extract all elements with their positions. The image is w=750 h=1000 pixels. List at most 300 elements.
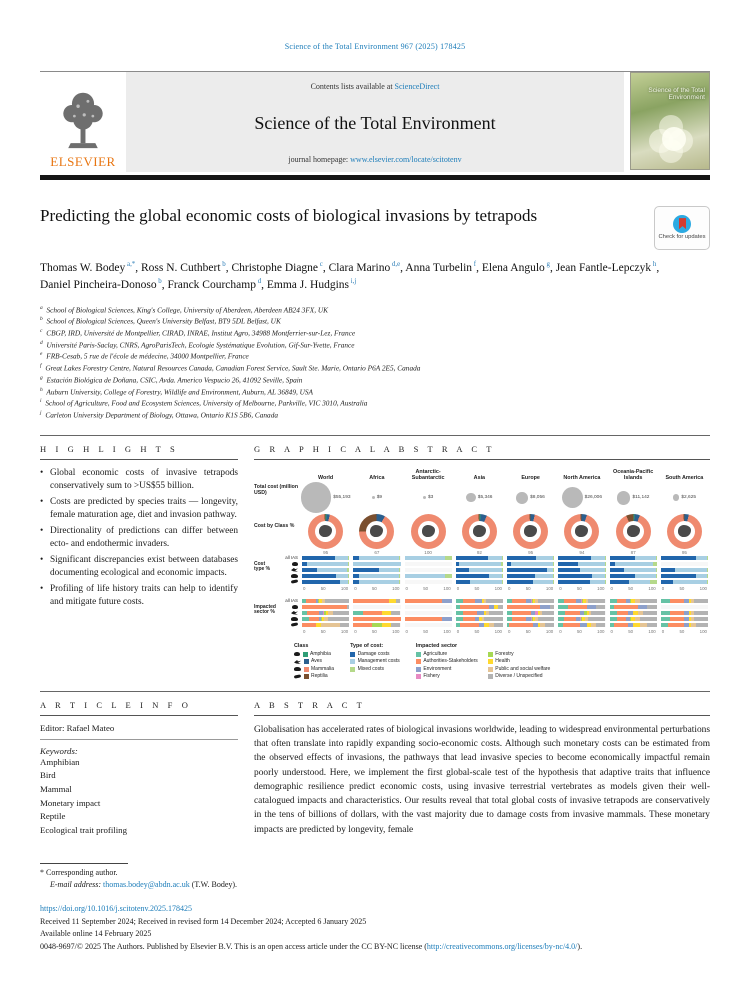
- highlights-list: [40, 467, 238, 609]
- stacked-bar: [302, 617, 349, 621]
- highlights-rule: [40, 459, 238, 460]
- bar-cell-5: [556, 598, 607, 636]
- copyright-line: [40, 941, 710, 953]
- mammal-icon: [291, 617, 298, 621]
- stacked-bar: [610, 605, 657, 609]
- bar-cell-7: [659, 555, 710, 593]
- legend-swatch: [350, 667, 355, 672]
- highlights-ga-columns: [40, 444, 710, 681]
- donut-percent-label: 67: [374, 549, 380, 555]
- article-title: Predicting the global economic costs of biological invasions by tetrapods: [40, 206, 538, 225]
- cost-type-bars: [507, 555, 554, 584]
- affiliation-line: $^c$ CBGP, IRD, Université de Montpellier, CIRAD, INRAE, Institut Agro, 34988 Montferrier-sur-Lez, France: [40, 327, 356, 338]
- contents-prefix: Contents lists available at: [310, 82, 395, 91]
- donut-hole: [571, 521, 592, 542]
- stacked-bar: [507, 617, 554, 621]
- total-cost-bubble-cell: [353, 482, 400, 514]
- cost-by-class-donut: [564, 514, 599, 549]
- axis-tick: 0: [661, 628, 665, 634]
- corresponding-author-note: [40, 867, 710, 891]
- bar-cell-2: [403, 598, 454, 636]
- author-name: Thomas W. Bodey: [40, 262, 126, 274]
- continent-silhouette: [319, 525, 332, 537]
- stacked-bar: [456, 556, 503, 560]
- legend-item: Reptilia: [294, 673, 334, 681]
- donut-hole: [623, 521, 644, 542]
- legend-item: Amphibia: [294, 651, 334, 659]
- affiliation-line: $^e$ FRB-Cesab, 5 rue de l'école de médecine, 34000 Montpellier, France: [40, 351, 249, 361]
- author-superscript: c: [318, 261, 323, 269]
- corresponding-line: * Corresponding author.: [40, 868, 118, 878]
- axis-tick: 0: [559, 628, 562, 634]
- axis-tick: 50: [525, 628, 531, 634]
- highlights-heading: H I G H L I G H T S: [40, 443, 179, 454]
- stacked-bar: [302, 580, 349, 584]
- bar-axis: [456, 586, 503, 593]
- footnote-rule: [40, 863, 128, 864]
- stacked-bar: [405, 580, 452, 584]
- affiliation-superscript: d: [40, 339, 43, 346]
- stacked-bar: [661, 562, 708, 566]
- stacked-bar: [302, 611, 349, 615]
- stacked-bar: [507, 605, 554, 609]
- donut-hole: [366, 521, 387, 542]
- affiliation-superscript: g: [40, 374, 43, 381]
- stacked-bar: [507, 568, 554, 572]
- section-top-rule: [40, 435, 710, 436]
- cost-by-class-donut: [359, 514, 394, 549]
- bookmark-ribbon-icon: [679, 218, 686, 229]
- graphical-abstract-column: [254, 444, 710, 681]
- email-label: E-mail address:: [50, 880, 102, 890]
- axis-tick: 100: [699, 585, 707, 591]
- bar-row-label: [276, 622, 300, 628]
- axis-tick: 50: [423, 585, 429, 591]
- donut-cell-1: [351, 514, 402, 555]
- cost-by-class-donut: [462, 514, 497, 549]
- stacked-bar: [405, 623, 452, 627]
- cost-type-bars: [302, 555, 349, 584]
- stacked-bar: [610, 574, 657, 578]
- figure-row-label: Cost by Class %: [254, 522, 295, 529]
- author-superscript: i,j: [349, 278, 357, 286]
- affiliation-line: $^b$ School of Biological Sciences, Queen's University Belfast, BT9 5DL Belfast, UK: [40, 316, 281, 326]
- highlights-column: [40, 444, 238, 681]
- journal-cover-thumbnail: [630, 72, 710, 170]
- total-cost-value: $5,346: [477, 495, 493, 501]
- stacked-bar: [353, 623, 400, 627]
- author-list: Thomas W. Bodey $^{a,*}$, Ross N. Cuthbert $^b$, Christophe Diagne $^c$, Clara Marino $^{d,e}$, Anna Turbelin $^f$, Elena Angulo $^g$, Jean Fantle-Lepczyk $^h$, Daniel Pincheira-Donoso $^b$, Franck Courchamp $^d$, Emma J. Hudgins $^{i,j}$: [40, 261, 660, 292]
- donut-percent-label: 95: [528, 549, 534, 555]
- article-info-heading: A R T I C L E I N F O: [40, 699, 192, 710]
- total-cost-bubble: [372, 496, 375, 499]
- affiliation-superscript: j: [40, 409, 42, 416]
- legend-swatch: [416, 667, 421, 672]
- stacked-bar: [558, 605, 605, 609]
- journal-masthead: [126, 72, 624, 172]
- axis-tick: 100: [545, 628, 554, 634]
- legend-item: Agriculture: [416, 651, 478, 659]
- keywords-divider: [40, 739, 238, 740]
- bar-axis: [507, 629, 554, 636]
- total-cost-bubble: [562, 487, 583, 508]
- region-header: Africa: [369, 474, 385, 481]
- axis-tick: 100: [392, 628, 400, 634]
- region-column-1: [351, 467, 402, 514]
- stacked-bar: [661, 605, 708, 609]
- journal-homepage-link[interactable]: www.elsevier.com/locate/scitotenv: [350, 155, 462, 164]
- bar-axis: [610, 586, 657, 593]
- region-column-7: [659, 467, 710, 514]
- keyword-item: Amphibian: [40, 756, 80, 767]
- bar-cell-2: [403, 555, 454, 593]
- reptile-icon: [291, 579, 298, 583]
- axis-tick: 0: [303, 628, 306, 634]
- stacked-bar: [302, 562, 349, 566]
- donut-percent-label: 95: [323, 549, 329, 555]
- figure-row-label: Impacted sector %: [254, 603, 276, 616]
- legend-swatch: [350, 652, 355, 657]
- donut-cell-3: [454, 514, 505, 555]
- axis-tick: 0: [661, 585, 665, 591]
- author-superscript: a,*: [125, 261, 136, 269]
- stacked-bar: [558, 556, 605, 560]
- stacked-bar: [353, 599, 400, 603]
- stacked-bar: [353, 617, 400, 621]
- bar-axis: [302, 586, 349, 593]
- region-header: Asia: [473, 474, 486, 481]
- highlight-item: • Global economic costs of invasive tetrapods conservatively sum to >US$55 billion.: [40, 467, 238, 493]
- publication-footer: [40, 903, 710, 953]
- keywords-title: Keywords:: [40, 745, 78, 756]
- stacked-bar: [302, 556, 349, 560]
- donut-hole: [520, 521, 541, 542]
- stacked-bar: [405, 599, 452, 603]
- bar-axis: [405, 586, 452, 593]
- region-header: Europe: [521, 474, 540, 481]
- total-cost-value: $8,056: [530, 495, 545, 501]
- article-info-rule: [40, 715, 238, 716]
- abstract-text: Globalisation has accelerated rates of biological invasions worldwide, leading to widespread environmental perturbations that often translate into rapidly expanding socio-economic costs. Although such monetary costs can be estimated from the observed effects of invasions, the pathways that lead invasive species to become economically impactful remain poorly understood. Here, we implement the first global-scale test of the hypothesis that adaptive traits that influence demographic resilience predict economic costs, using invasive terrestrial vertebrates as models given their well-catalogued impacts and characteristics. Our results reveal that total global costs of invasive tetrapods are conservatively in the tens of billions of dollars, with the vast majority due to damage costs from invasive mammals. These monetary impacts are predicted by longevity, female: [254, 724, 710, 835]
- continent-silhouette: [473, 525, 486, 537]
- author-superscript: d,e: [390, 261, 401, 269]
- bar-axis: [353, 586, 400, 593]
- stacked-bar: [507, 562, 554, 566]
- legend-swatch: [304, 674, 309, 679]
- donut-percent-label: 100: [424, 549, 432, 555]
- author-name: Anna Turbelin: [405, 262, 473, 274]
- stacked-bar: [610, 617, 657, 621]
- donut-hole: [469, 521, 490, 542]
- affiliation-line: $^h$ Auburn University, College of Forestry, Wildlife and Environment, Auburn, AL 36849, USA: [40, 386, 313, 396]
- region-header: North America: [563, 474, 601, 481]
- legend-item: Mammalia: [294, 666, 334, 674]
- stacked-bar: [558, 580, 605, 584]
- affiliation-superscript: e: [40, 351, 43, 358]
- bar-axis: [558, 629, 605, 636]
- stacked-bar: [456, 568, 503, 572]
- stacked-bar: [353, 605, 400, 609]
- cost-type-bars: [558, 555, 605, 584]
- stacked-bar: [302, 623, 349, 627]
- cost-by-class-donut: [411, 514, 446, 549]
- stacked-bar: [507, 580, 554, 584]
- total-cost-bubble-cell: [405, 482, 452, 514]
- bar-axis: [661, 629, 708, 636]
- region-column-2: [403, 467, 454, 514]
- stacked-bar: [353, 562, 400, 566]
- cost-type-bars: [456, 555, 503, 584]
- total-cost-value: $11,142: [632, 495, 650, 501]
- stacked-bar: [507, 623, 554, 627]
- legend-item: Authorities-Stakeholders: [416, 658, 478, 666]
- axis-tick: 0: [354, 585, 357, 591]
- keywords-list: [40, 756, 238, 838]
- legend-item: Forestry: [488, 651, 551, 659]
- axis-tick: 100: [648, 585, 656, 591]
- impacted-sector-bars: [353, 598, 400, 627]
- total-cost-bubble-cell: [610, 482, 657, 514]
- impacted-sector-bars: [661, 598, 708, 627]
- author-name: Franck Courchamp: [167, 279, 256, 292]
- email-line: [40, 879, 710, 891]
- editor-line: Editor: Rafael Mateo: [40, 722, 115, 733]
- total-cost-value: $3: [427, 495, 434, 501]
- affiliation-line: $^i$ School of Agriculture, Food and Ecosystem Sciences, University of Melbourne, Parkville, VIC 3010, Australia: [40, 398, 368, 408]
- axis-tick: 0: [405, 628, 408, 634]
- legend-item: Damage costs: [350, 651, 400, 659]
- class-legend: [294, 643, 334, 681]
- legend-item: Environment: [416, 666, 478, 674]
- license-link[interactable]: http://creativecommons.org/licenses/by-nc/4.0/: [426, 941, 578, 951]
- stacked-bar: [405, 574, 452, 578]
- axis-tick: 100: [392, 585, 400, 591]
- homepage-line: [134, 155, 616, 164]
- affiliation-line: $^d$ Université Paris-Saclay, CNRS, AgroParisTech, Ecologie Systématique Evolution, Gif-Sur-Yvette, France: [40, 339, 355, 350]
- affiliation-superscript: c: [40, 327, 43, 334]
- total-cost-bubble-cell: [661, 482, 708, 514]
- bar-axis: [661, 586, 708, 593]
- stacked-bar: [405, 617, 452, 621]
- axis-tick: 50: [423, 628, 429, 634]
- stacked-bar: [610, 580, 657, 584]
- email-link[interactable]: thomas.bodey@abdn.ac.uk: [103, 880, 190, 890]
- author-superscript: b: [156, 278, 162, 286]
- axis-tick: 100: [648, 628, 656, 634]
- bird-icon: [291, 568, 298, 572]
- stacked-bar: [456, 562, 503, 566]
- axis-tick: 100: [340, 628, 349, 634]
- legend-item: Diverse / Unspecified: [488, 673, 551, 681]
- legend-swatch: [416, 674, 421, 679]
- total-cost-bubble-cell: [507, 482, 554, 514]
- axis-tick: 0: [508, 628, 511, 634]
- axis-tick: 50: [474, 585, 480, 591]
- check-for-updates-badge[interactable]: [654, 206, 710, 250]
- stacked-bar: [661, 574, 708, 578]
- stacked-bar: [661, 568, 708, 572]
- stacked-bar: [558, 611, 605, 615]
- bar-row-label: all IAS: [285, 555, 298, 561]
- author-superscript: b: [220, 261, 226, 269]
- stacked-bar: [302, 568, 349, 572]
- stacked-bar: [610, 623, 657, 627]
- doi-link[interactable]: https://doi.org/10.1016/j.scitotenv.2025.178425: [40, 904, 192, 914]
- bar-axis: [405, 629, 452, 636]
- author-name: Christophe Diagne: [231, 262, 319, 274]
- axis-tick: 50: [525, 585, 531, 591]
- stacked-bar: [507, 599, 554, 603]
- impacted-sector-bars: [405, 598, 452, 627]
- stacked-bar: [405, 605, 452, 609]
- affiliation-line: $^g$ Estación Biológica de Doñana, CSIC, Avda. Americo Vespucio 26, 41092 Seville, Spain: [40, 374, 303, 385]
- axis-tick: 0: [456, 585, 460, 591]
- stacked-bar: [456, 611, 503, 615]
- bar-row-label: all IAS: [285, 598, 298, 604]
- total-cost-value: $9: [376, 495, 383, 501]
- cost-by-class-gutter: [254, 514, 300, 555]
- axis-tick: 50: [371, 585, 377, 591]
- impacted-sector-bars: [507, 598, 554, 627]
- donut-cell-5: [556, 514, 607, 555]
- homepage-prefix: journal homepage:: [288, 155, 351, 164]
- stacked-bar: [610, 562, 657, 566]
- bar-axis: [456, 629, 503, 636]
- total-cost-bubble-cell: [456, 482, 503, 514]
- legend-swatch: [488, 667, 493, 672]
- bar-axis: [610, 629, 657, 636]
- axis-tick: 50: [576, 628, 582, 634]
- stacked-bar: [507, 611, 554, 615]
- axis-tick: 0: [405, 585, 408, 591]
- journal-title: Science of the Total Environment: [254, 112, 496, 133]
- stacked-bar: [353, 580, 400, 584]
- affiliation-line: $^a$ School of Biological Sciences, King's College, University of Aberdeen, Aberdeen AB24 3FX, UK: [40, 304, 329, 314]
- stacked-bar: [405, 568, 452, 572]
- elsevier-logo: [40, 72, 126, 172]
- received-line: Received 11 September 2024; Received in revised form 14 December 2024; Accepted 6 January 2025: [40, 916, 367, 926]
- legend-item: Mixed costs: [350, 666, 400, 674]
- abstract-column: [254, 700, 710, 838]
- bar-cell-4: [505, 598, 556, 636]
- continent-silhouette: [370, 525, 383, 537]
- cover-flower-art: [649, 115, 695, 161]
- stacked-bar: [302, 599, 349, 603]
- cost-by-class-donut: [616, 514, 651, 549]
- stacked-bar: [302, 574, 349, 578]
- axis-tick: 100: [443, 585, 451, 591]
- figure-legend: [294, 643, 710, 681]
- region-header: South America: [665, 474, 704, 481]
- donut-hole: [315, 521, 336, 542]
- cost-type-bars: [353, 555, 400, 584]
- donut-cell-2: [403, 514, 454, 555]
- keyword-item: Ecological trait profiling: [40, 824, 127, 835]
- stacked-bar: [610, 599, 657, 603]
- region-column-3: [454, 467, 505, 514]
- author-name: Ross N. Cuthbert: [141, 262, 221, 274]
- stacked-bar: [661, 599, 708, 603]
- info-abstract-columns: [40, 700, 710, 838]
- stacked-bar: [661, 611, 708, 615]
- graphical-abstract-figure: [254, 467, 710, 681]
- affiliation-superscript: i: [40, 398, 42, 405]
- legend-swatch: [303, 652, 308, 657]
- stacked-bar: [558, 562, 605, 566]
- continent-silhouette: [422, 525, 435, 537]
- stacked-bar: [302, 605, 349, 609]
- crossmark-icon: [673, 215, 691, 233]
- axis-tick: 100: [597, 585, 605, 591]
- check-badge-label: Check for updates: [658, 234, 706, 241]
- bar-cell-0: [300, 598, 351, 636]
- cost-type-gutter: [254, 555, 300, 593]
- total-cost-bubble-cell: [558, 482, 605, 514]
- stacked-bar: [456, 580, 503, 584]
- legend-swatch: [350, 659, 355, 664]
- figure-row-label: Total cost (million USD): [254, 483, 298, 496]
- mid-rule: [40, 691, 710, 692]
- total-cost-value: $26,006: [584, 495, 603, 501]
- legend-item: Health: [488, 658, 551, 666]
- stacked-bar: [558, 617, 605, 621]
- amphibian-icon: [294, 652, 300, 656]
- stacked-bar: [558, 568, 605, 572]
- highlight-item: • Profiling of life history traits can help to identify and mitigate future costs.: [40, 583, 238, 609]
- sciencedirect-link[interactable]: ScienceDirect: [394, 82, 440, 91]
- stacked-bar: [456, 623, 503, 627]
- region-column-6: [608, 467, 659, 514]
- abstract-rule: [254, 715, 710, 716]
- stacked-bar: [456, 574, 503, 578]
- highlight-item: • Costs are predicted by species traits — longevity, female maturation age, diet and invasion pathway.: [40, 496, 238, 522]
- graphical-abstract-heading: G R A P H I C A L A B S T R A C T: [254, 443, 495, 454]
- axis-tick: 100: [494, 628, 502, 634]
- stacked-bar: [353, 611, 400, 615]
- axis-tick: 50: [679, 628, 685, 634]
- author-name: Daniel Pincheira-Donoso: [40, 279, 157, 292]
- author-name: Elena Angulo: [481, 262, 545, 274]
- legend-item: Fishery: [416, 673, 478, 681]
- axis-tick: 50: [371, 628, 377, 634]
- axis-tick: 100: [443, 628, 451, 634]
- legend-title: Type of cost:: [350, 642, 384, 649]
- donut-cell-6: [608, 514, 659, 555]
- axis-tick: 0: [354, 628, 357, 634]
- stacked-bar: [610, 556, 657, 560]
- legend-swatch: [488, 659, 493, 664]
- total-cost-bubble: [516, 492, 528, 504]
- stacked-bar: [610, 611, 657, 615]
- legend-swatch: [304, 659, 309, 664]
- total-cost-bubble: [617, 491, 631, 505]
- sector-legend: [416, 643, 551, 681]
- bar-axis: [558, 586, 605, 593]
- bar-cell-1: [351, 555, 402, 593]
- axis-tick: 0: [610, 585, 613, 591]
- bar-cell-6: [608, 598, 659, 636]
- stacked-bar: [558, 599, 605, 603]
- continent-silhouette: [627, 525, 640, 537]
- impacted-sector-bars: [456, 598, 503, 627]
- stacked-bar: [507, 556, 554, 560]
- axis-tick: 0: [303, 585, 306, 591]
- keyword-item: Bird: [40, 770, 56, 781]
- total-cost-bubble: [301, 482, 332, 513]
- axis-tick: 0: [610, 628, 613, 634]
- total-cost-bubble: [673, 494, 680, 501]
- bar-axis: [507, 586, 554, 593]
